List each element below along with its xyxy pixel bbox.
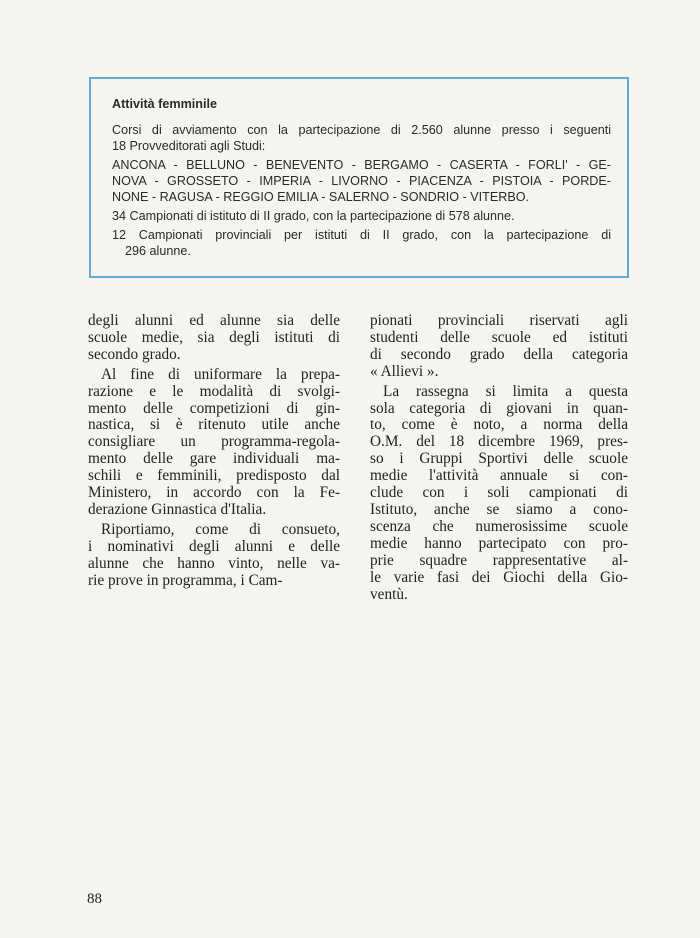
text-line: mento delle competizioni di gin- [88, 399, 340, 417]
text-line: clude con i soli campionati di [370, 484, 628, 502]
right-column [370, 313, 628, 603]
text-line: mento delle gare individuali ma- [88, 450, 340, 468]
paragraph [112, 122, 611, 154]
text-line: NOVA - GROSSETO - IMPERIA - LIVORNO - PIACENZA - PISTOIA - PORDE- [112, 174, 611, 188]
text-line: O.M. del 18 dicembre 1969, pres- [370, 433, 628, 451]
text-line: derazione Ginnastica d'Italia. [88, 500, 267, 518]
text-line: Riportiamo, come di consueto, [101, 520, 340, 538]
paragraph [112, 208, 611, 224]
text-line: pionati provinciali riservati agli [370, 312, 628, 329]
text-line: ventù. [370, 585, 408, 603]
text-line: di secondo grado della categoria [370, 345, 628, 363]
text-line: nastica, si è ritenuto utile anche [88, 416, 340, 434]
text-line: consigliare un programma-regola- [88, 433, 340, 451]
text-line: « Allievi ». [370, 362, 439, 380]
text-line: Istituto, anche se siamo a cono- [370, 500, 628, 518]
info-box-attivita-femminile [89, 77, 629, 278]
text-line: secondo grado. [88, 345, 181, 363]
text-line: 12 Campionati provinciali per istituti di II grado, con la partecipazione di [112, 228, 611, 242]
paragraph [112, 227, 611, 259]
text-line: alunne che hanno vinto, nelle va- [88, 554, 340, 572]
text-line: Ministero, in accordo con la Fe- [88, 484, 340, 502]
paragraph [112, 157, 611, 205]
text-line: La rassegna si limita a questa [383, 382, 628, 400]
text-line: medie hanno partecipato con pro- [370, 534, 628, 552]
paragraph [370, 384, 628, 604]
paragraph [370, 313, 628, 381]
text-line: le varie fasi dei Giochi della Gio- [370, 568, 628, 586]
text-line: prie squadre rappresentative al- [370, 551, 628, 569]
text-line: Corsi di avviamento con la partecipazione di 2.560 alunne presso i seguenti [112, 123, 611, 137]
text-line: scuole medie, sia degli istituti di [88, 328, 340, 346]
page-number: 88 [87, 891, 102, 907]
text-line: razione e le modalità di svolgi- [88, 382, 340, 400]
text-line: sola categoria di giovani in quan- [370, 399, 628, 417]
text-line: so i Gruppi Sportivi delle scuole [370, 450, 628, 468]
paragraph [88, 367, 340, 519]
text-line: schili e femminili, predisposto dal [88, 467, 340, 485]
text-line: 296 alunne. [125, 244, 191, 258]
text-line: rie prove in programma, i Cam- [88, 571, 283, 589]
text-line: 34 Campionati di istituto di II grado, con la partecipazione di 578 alunne. [112, 209, 515, 223]
text-line: i nominativi degli alunni e delle [88, 537, 340, 555]
text-line: ANCONA - BELLUNO - BENEVENTO - BERGAMO - CASERTA - FORLI' - GE- [112, 158, 611, 172]
text-line: Al fine di uniformare la prepa- [101, 365, 340, 383]
text-line: to, come è noto, a norma della [370, 416, 628, 434]
text-line: studenti delle scuole ed istituti [370, 328, 628, 346]
left-column [88, 313, 340, 590]
text-line: medie l'attività annuale si con- [370, 467, 628, 485]
paragraph [88, 313, 340, 364]
text-line: 18 Provveditorati agli Studi: [112, 139, 266, 153]
text-line: degli alunni ed alunne sia delle [88, 312, 340, 329]
paragraph [88, 522, 340, 590]
box-title: Attività femminile [112, 97, 217, 111]
text-line: NONE - RAGUSA - REGGIO EMILIA - SALERNO - SONDRIO - VITERBO. [112, 190, 530, 204]
box-body [112, 122, 611, 259]
text-line: scenza che numerosissime scuole [370, 517, 628, 535]
